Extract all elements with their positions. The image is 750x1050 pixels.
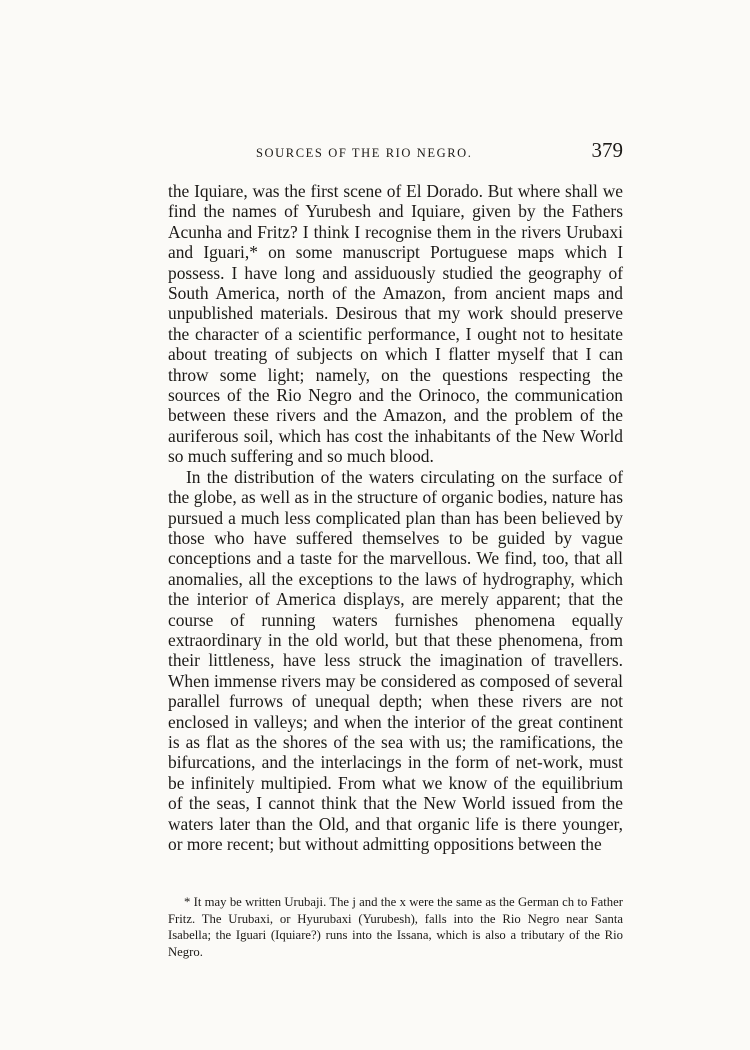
footnote-text: * It may be written Urubaji. The j and the x were the same as the German ch to Father Fritz. The Urubaxi, or Hyurubaxi (Yurubesh), falls into the Rio Negro near Santa Isabella; the Iguari (Iquiare?) runs into the Issana, which is also a tributary of the Rio Negro.: [168, 895, 623, 959]
footnote: [168, 894, 623, 960]
running-head: SOURCES OF THE RIO NEGRO.: [256, 146, 473, 160]
paragraph: In the distribution of the waters circulating on the surface of the globe, as well as in the structure of organic bodies, nature has pursued a much less complicated plan than has been believed by those who have suffered themselves to be guided by vague conceptions and a taste for the marvellous. We find, too, that all anomalies, all the exceptions to the laws of hydrography, which the interior of America displays, are merely apparent; that the course of running waters furnishes phenomena equally extraordinary in the old world, but that these phenomena, from their littleness, have less struck the imagination of travellers. When immense rivers may be considered as composed of several parallel furrows of unequal depth; when these rivers are not enclosed in valleys; and when the interior of the great continent is as flat as the shores of the sea with us; the ramifications, the bifurcations, and the interlacings in the form of net-work, must be infinitely multipied. From what we know of the equilibrium of the seas, I cannot think that the New World issued from the waters later than the Old, and that organic life is there younger, or more recent; but without admitting oppositions between the: [168, 466, 623, 854]
page-number: 379: [591, 138, 623, 162]
body-text: [168, 181, 623, 854]
paragraph: the Iquiare, was the first scene of El Dorado. But where shall we find the names of Yurubesh and Iquiare, given by the Fathers Acunha and Fritz? I think I recognise them in the rivers Urubaxi and Iguari,* on some manuscript Portuguese maps which I possess. I have long and assiduously studied the geography of South America, north of the Amazon, from ancient maps and unpublished materials. Desirous that my work should preserve the character of a scientific performance, I ought not to hesitate about treating of subjects on which I flatter myself that I can throw some light; namely, on the questions respecting the sources of the Rio Negro and the Orinoco, the communication between these rivers and the Amazon, and the problem of the auriferous soil, which has cost the inhabitants of the New World so much suffering and so much blood.: [168, 181, 623, 467]
page-header: [168, 138, 623, 166]
